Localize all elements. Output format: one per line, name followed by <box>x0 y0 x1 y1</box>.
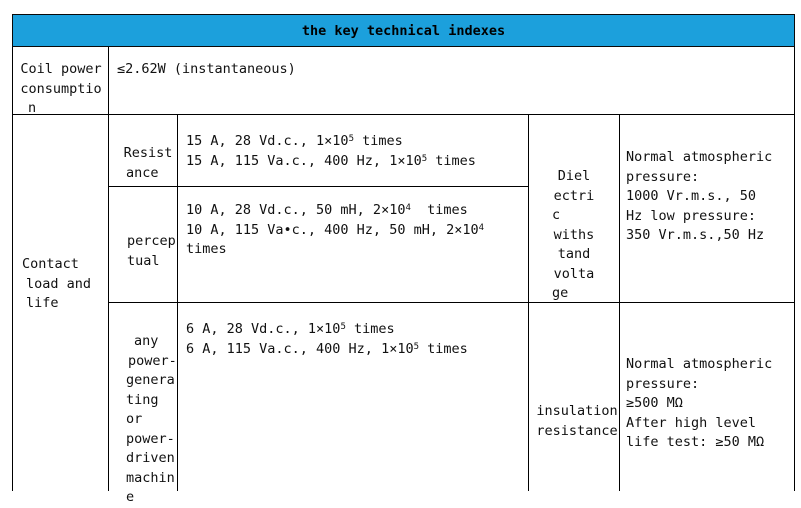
dielectric-label-line: c <box>552 207 561 223</box>
insulation-value <box>626 355 772 453</box>
insulation-label-line: resistance <box>536 422 618 439</box>
perceptual-label-line: tual <box>127 252 160 269</box>
dielectric-label-line: tand <box>557 246 591 262</box>
coil-power-value: ≤2.62W (instantaneous) <box>117 61 296 77</box>
insulation-value-line: After high level <box>626 414 757 431</box>
motor-line-2: 6 A, 115 Va.c., 400 Hz, $1\times 10^5$ times <box>186 340 468 357</box>
table-title: the key technical indexes <box>301 23 506 39</box>
perceptual-values <box>186 201 484 260</box>
row-divider-coil <box>12 114 795 115</box>
dielectric-value-line: 350 Vr.m.s.,50 Hz <box>626 227 765 243</box>
perceptual-line-1: 10 A, 28 Vd.c., 50 mH, $2\times 10^4$ times <box>186 202 468 218</box>
resistance-label-line: Resist <box>123 145 173 161</box>
motor-label-line: ting <box>126 391 159 408</box>
coil-label-line: consumptio <box>20 80 102 97</box>
col-divider-main <box>108 47 109 491</box>
contact-label-line: load and <box>26 275 92 292</box>
resistance-label-line: ance <box>126 164 159 181</box>
coil-power-label <box>14 60 108 119</box>
perceptual-label-line: percep <box>127 233 176 249</box>
dielectric-label-line: volta <box>553 265 595 282</box>
table-header <box>12 14 795 47</box>
motor-label-line: power- <box>126 430 175 447</box>
insulation-label-line: insulation <box>536 403 618 419</box>
insulation-value-line: life test: ≥50 MΩ <box>626 434 765 450</box>
dielectric-value-line: 1000 Vr.m.s., 50 <box>626 188 757 204</box>
motor-label-line: genera <box>126 372 175 388</box>
contact-label-line: Contact <box>22 256 79 272</box>
resistance-values <box>186 132 476 171</box>
dielectric-value-line: pressure: <box>626 168 700 185</box>
insulation-value-line: pressure: <box>626 375 700 392</box>
perceptual-line-2: 10 A, 115 Va•c., 400 Hz, 50 mH, $2\times 10^4$ <box>186 221 485 238</box>
dielectric-value <box>626 148 772 246</box>
insulation-label <box>535 402 619 441</box>
motor-line-1: 6 A, 28 Vd.c., $1\times 10^5$ times <box>186 321 395 337</box>
motor-label-line: driven <box>126 450 175 466</box>
motor-values <box>186 320 468 359</box>
coil-label-line: Coil power <box>20 61 102 77</box>
motor-label <box>126 332 176 508</box>
contact-label-line: life <box>26 295 59 311</box>
resistance-line-1: 15 A, 28 Vd.c., $1\times 10^5$ times <box>186 133 403 149</box>
dielectric-label-line: ge <box>552 285 569 301</box>
contact-load-label <box>22 255 108 314</box>
resistance-line-2: 15 A, 115 Va.c., 400 Hz, $1\times 10^5$ times <box>186 152 476 169</box>
perceptual-label <box>127 232 177 271</box>
dielectric-label <box>530 167 618 304</box>
perceptual-line-3: times <box>186 241 227 257</box>
dielectric-value-line: Hz low pressure: <box>626 207 757 224</box>
motor-label-line: power- <box>128 352 177 369</box>
motor-label-line: any <box>134 333 159 349</box>
insulation-value-line: ≥500 MΩ <box>626 395 683 411</box>
dielectric-label-line: Diel <box>557 168 591 184</box>
motor-label-line: machin <box>126 469 175 486</box>
motor-label-line: or <box>126 411 143 427</box>
dielectric-label-line: withs <box>553 226 595 243</box>
insulation-value-line: Normal atmospheric <box>626 356 773 372</box>
dielectric-value-line: Normal atmospheric <box>626 149 773 165</box>
resistance-label <box>120 144 176 183</box>
row-divider-resistance <box>108 186 529 187</box>
coil-label-line: n <box>28 100 37 116</box>
dielectric-label-line: ectri <box>553 187 595 204</box>
row-divider-perceptual <box>108 302 795 303</box>
motor-label-line: e <box>126 489 135 505</box>
